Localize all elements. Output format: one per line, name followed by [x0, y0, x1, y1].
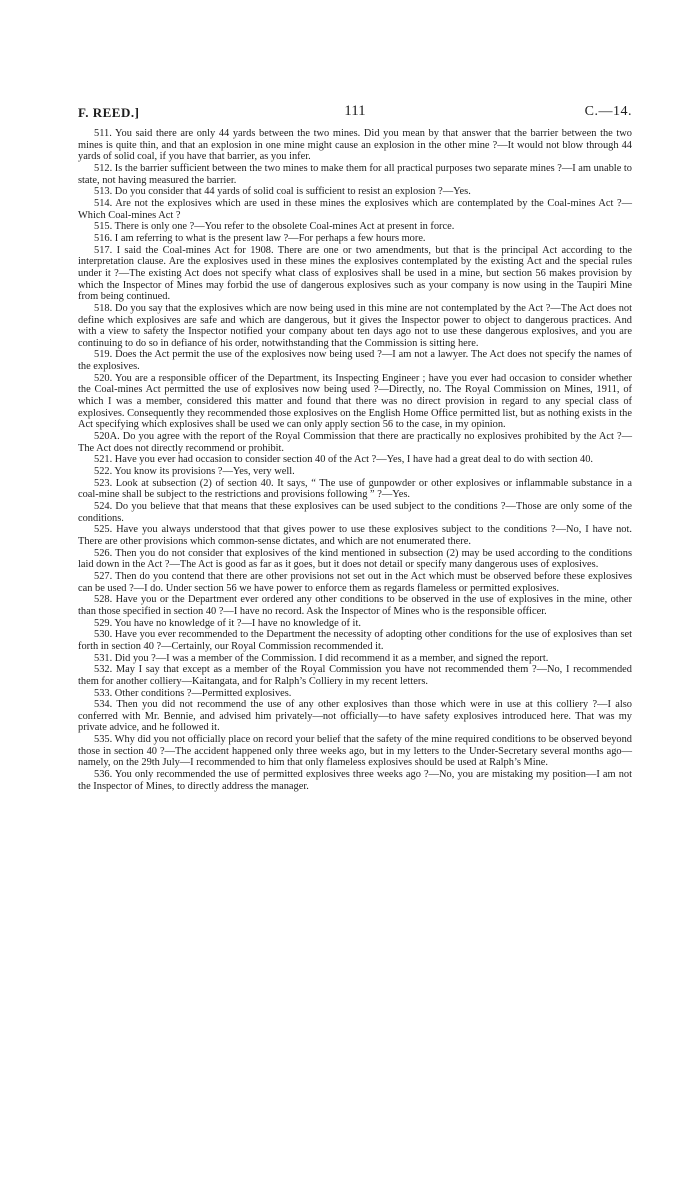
testimony-paragraph: 532. May I say that except as a member of the Royal Commission you have not recommended them ?—No, I recommended them for another colliery—Kaitangata, and for Ralph’s Colliery in my recent letters.: [78, 664, 632, 687]
testimony-paragraph: 533. Other conditions ?—Permitted explosives.: [94, 687, 292, 699]
testimony-paragraph: 529. You have no knowledge of it ?—I have no knowledge of it.: [94, 617, 361, 629]
testimony-paragraph: 513. Do you consider that 44 yards of solid coal is sufficient to resist an explosion ?—Yes.: [94, 186, 471, 198]
testimony-paragraph: 535. Why did you not officially place on record your belief that the safety of the mine required conditions to be observed beyond those in section 40 ?—The accident happened only three weeks ago, but in my letters to the Under-Secretary several months ago—namely, on the 29th July—I recommended to him that only flameless explosives should be used at Ralph’s Mine.: [78, 734, 632, 769]
testimony-paragraph: 518. Do you say that the explosives which are now being used in this mine are not contemplated by the Act ?—The Act does not define which explosives are safe and which are dangerous, but it gives the Inspector power to object to dangerous practices. And with a view to safety the Inspector notified your company about ten days ago not to use these dangerous explosives, and you are continuing to do so in defiance of his order, notwithstanding that the Commission is sitting here.: [78, 302, 632, 349]
testimony-paragraph: 536. You only recommended the use of permitted explosives three weeks ago ?—No, you are mistaking my position—I am not the Inspector of Mines, to directly address the manager.: [78, 769, 632, 792]
testimony-paragraph: 523. Look at subsection (2) of section 40. It says, “ The use of gunpowder or other explosives or inflammable substance in a coal-mine shall be subject to the restrictions and provisions following ” ?—Yes.: [78, 477, 632, 501]
testimony-paragraph: 528. Have you or the Department ever ordered any other conditions to be observed in the use of explosives in the mine, other than those specified in section 40 ?—I have no record. Ask the Inspector of Mines who is the responsible officer.: [78, 594, 632, 617]
testimony-paragraph: 519. Does the Act permit the use of the explosives now being used ?—I am not a lawyer. The Act does not specify the names of the explosives.: [78, 349, 632, 373]
testimony-paragraph: 520. You are a responsible officer of the Department, its Inspecting Engineer ; have you ever had occasion to consider whether the Coal-mines Act permitted the use of explosives now being used ?—Directly, no. The Royal Commission on Mines, 1911, of which I was a member, considered this matter and found that there was no direct provision in regard to any special class of explosives. Consequently they recommended those explosives on the English Home Office permitted list, but as nothing exists in the Act specifying which explosives shall be used we can only apply section 56 to the case, in my opinion.: [78, 372, 632, 431]
testimony-paragraph: 517. I said the Coal-mines Act for 1908. There are one or two amendments, but that is the principal Act according to the interpretation clause. Are the explosives used in these mines the explosives contemplated by the existing Act and the special rules under it ?—The existing Act does not specify what class of explosives shall be used in a mine, but section 56 makes provision by which the Inspector of Mines may forbid the use of dangerous explosives such as your company is now using in the Taupiri Mine from being continued.: [78, 244, 632, 303]
testimony-paragraph: 511. You said there are only 44 yards between the two mines. Did you mean by that answer that the barrier between the two mines is quite thin, and that an explosion in one mine might cause an explosion in the other mine ?—It would not blow through 44 yards of solid coal, if you have that barrier, as you infer.: [78, 128, 632, 163]
testimony-paragraph: 520A. Do you agree with the report of the Royal Commission that there are practically no explosives prohibited by the Act ?—The Act does not directly recommend or prohibit.: [78, 431, 632, 454]
testimony-paragraph: 534. Then you did not recommend the use of any other explosives than those which were in use at this colliery ?—I also conferred with Mr. Bennie, and advised him privately—not officially—to have safety explosives introduced here. That was my private advice, and he followed it.: [78, 699, 632, 734]
document-reference: C.—14.: [584, 104, 632, 119]
testimony-paragraph: 512. Is the barrier sufficient between the two mines to make them for all practical purposes two separate mines ?—I am unable to state, not having measured the barrier.: [78, 162, 632, 186]
testimony-paragraph: 530. Have you ever recommended to the Department the necessity of adopting other conditions for the use of explosives than set forth in section 40 ?—Certainly, our Royal Commission recommended it.: [78, 629, 632, 652]
testimony-paragraph: 525. Have you always understood that that gives power to use these explosives subject to the conditions ?—No, I have not. There are other provisions which common-sense dictates, and which are not enumerated there.: [78, 524, 632, 547]
testimony-paragraph: 527. Then do you contend that there are other provisions not set out in the Act which must be observed before these explosives can be used ?—I do. Under section 56 we have power to enforce them as regards flameless or permitted explosives.: [78, 570, 632, 594]
testimony-paragraph: 531. Did you ?—I was a member of the Commission. I did recommend it as a member, and signed the report.: [94, 652, 549, 664]
page-number: 111: [344, 103, 366, 119]
testimony-paragraph: 521. Have you ever had occasion to consider section 40 of the Act ?—Yes, I have had a great deal to do with section 40.: [94, 454, 593, 466]
testimony-paragraph: 526. Then you do not consider that explosives of the kind mentioned in subsection (2) may be used according to the conditions laid down in the Act ?—The Act is good as far as it goes, but it does not detail or specify many dangerous uses of explosives.: [78, 547, 632, 571]
testimony-paragraph: 522. You know its provisions ?—Yes, very well.: [94, 466, 295, 478]
testimony-paragraph: 516. I am referring to what is the present law ?—For perhaps a few hours more.: [94, 232, 426, 244]
testimony-body: [78, 128, 632, 792]
header-witness-name: F. REED.]: [78, 105, 140, 120]
testimony-paragraph: 515. There is only one ?—You refer to the obsolete Coal-mines Act at present in force.: [94, 221, 455, 233]
testimony-paragraph: 514. Are not the explosives which are used in these mines the explosives which are contemplated by the Coal-mines Act ?—Which Coal-mines Act ?: [78, 197, 632, 221]
testimony-paragraph: 524. Do you believe that that means that these explosives can be used subject to the conditions ?—Those are only some of the conditions.: [78, 501, 632, 524]
page-header: [78, 105, 632, 121]
